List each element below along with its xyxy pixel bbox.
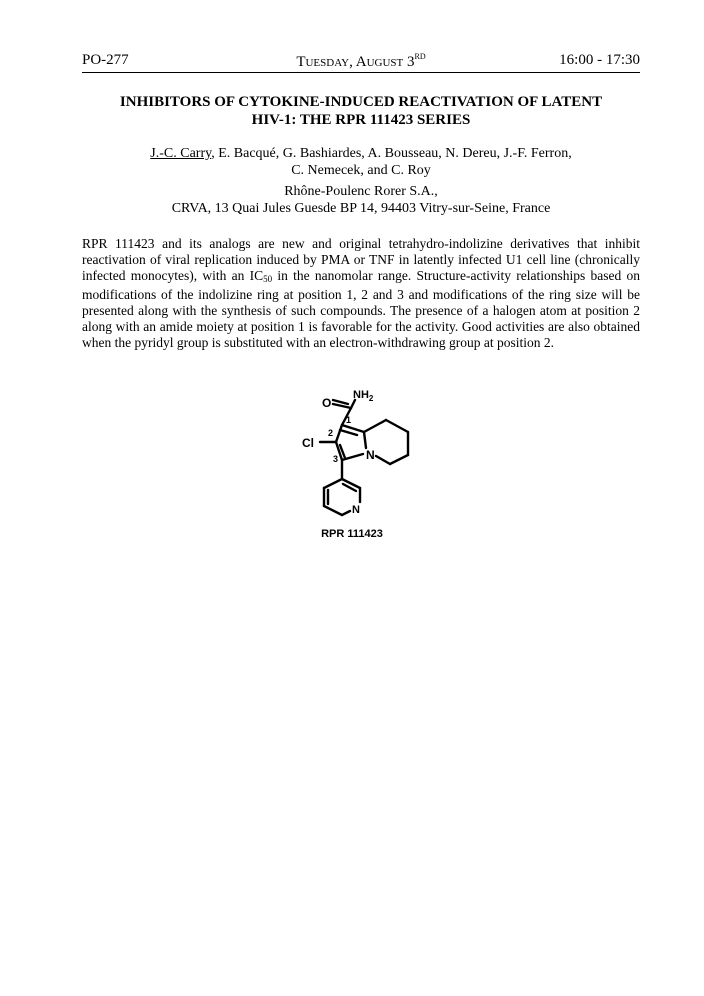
session-day-suffix: RD <box>414 52 426 61</box>
title-line-2: HIV-1: THE RPR 111423 SERIES <box>251 112 471 128</box>
chemical-structure <box>290 380 440 520</box>
abstract-part-1: RPR 111423 and its analogs are new and original tetrahydro-indolizine derivatives that inhibit reactivation of viral replication induced by PMA or TNF in latently infected U1 cell line (chronically infected monocytes), with an IC <box>82 236 640 283</box>
presenting-author: J.-C. Carry <box>150 146 212 161</box>
affiliation-line-2: CRVA, 13 Quai Jules Guesde BP 14, 94403 Vitry-sur-Seine, France <box>171 201 551 216</box>
atom-chlorine: Cl <box>302 436 314 450</box>
paper-title <box>82 93 640 129</box>
atom-nh2-sub: 2 <box>368 394 374 403</box>
compound-label: RPR 111423 <box>321 528 383 540</box>
authors-line-2: C. Nemecek, and C. Roy <box>291 163 431 178</box>
session-day-text: Tuesday, August 3 <box>296 54 415 70</box>
ic50-subscript: 50 <box>263 273 273 284</box>
session-time: 16:00 - 17:30 <box>559 52 640 68</box>
position-2-label: 2 <box>328 428 334 438</box>
affiliation-line-1: Rhône-Poulenc Rorer S.A., <box>284 184 438 199</box>
page-header <box>82 52 640 73</box>
title-line-1: INHIBITORS OF CYTOKINE-INDUCED REACTIVATION OF LATENT <box>119 94 603 110</box>
position-3-label: 3 <box>333 454 339 464</box>
session-code: PO-277 <box>82 52 129 68</box>
atom-oxygen: O <box>322 396 332 410</box>
atom-ring-nitrogen: N <box>366 448 375 462</box>
author-list <box>82 145 640 179</box>
abstract-part-2: in the nanomolar range. Structure-activity relationships based on modifications of the indolizine ring at position 1, 2 and 3 and modifications of the ring size will be presented along with the synthesis of such compounds. The presence of a halogen atom at position 2 along with an amide moiety at position 1 is favorable for the activity. Good activities are also obtained when the pyridyl group is substituted with an electron-withdrawing group at position 2. <box>82 267 640 350</box>
atom-nh: NH <box>353 389 369 401</box>
atom-pyridine-nitrogen: N <box>352 504 360 516</box>
atom-nh2 <box>353 389 374 403</box>
co-authors: , E. Bacqué, G. Bashiardes, A. Bousseau, N. Dereu, J.-F. Ferron, <box>211 146 572 161</box>
position-1-label: 1 <box>346 415 352 425</box>
authors-line-1 <box>82 145 640 162</box>
abstract-text <box>82 236 640 351</box>
session-day <box>82 52 640 71</box>
affiliation <box>82 183 640 217</box>
